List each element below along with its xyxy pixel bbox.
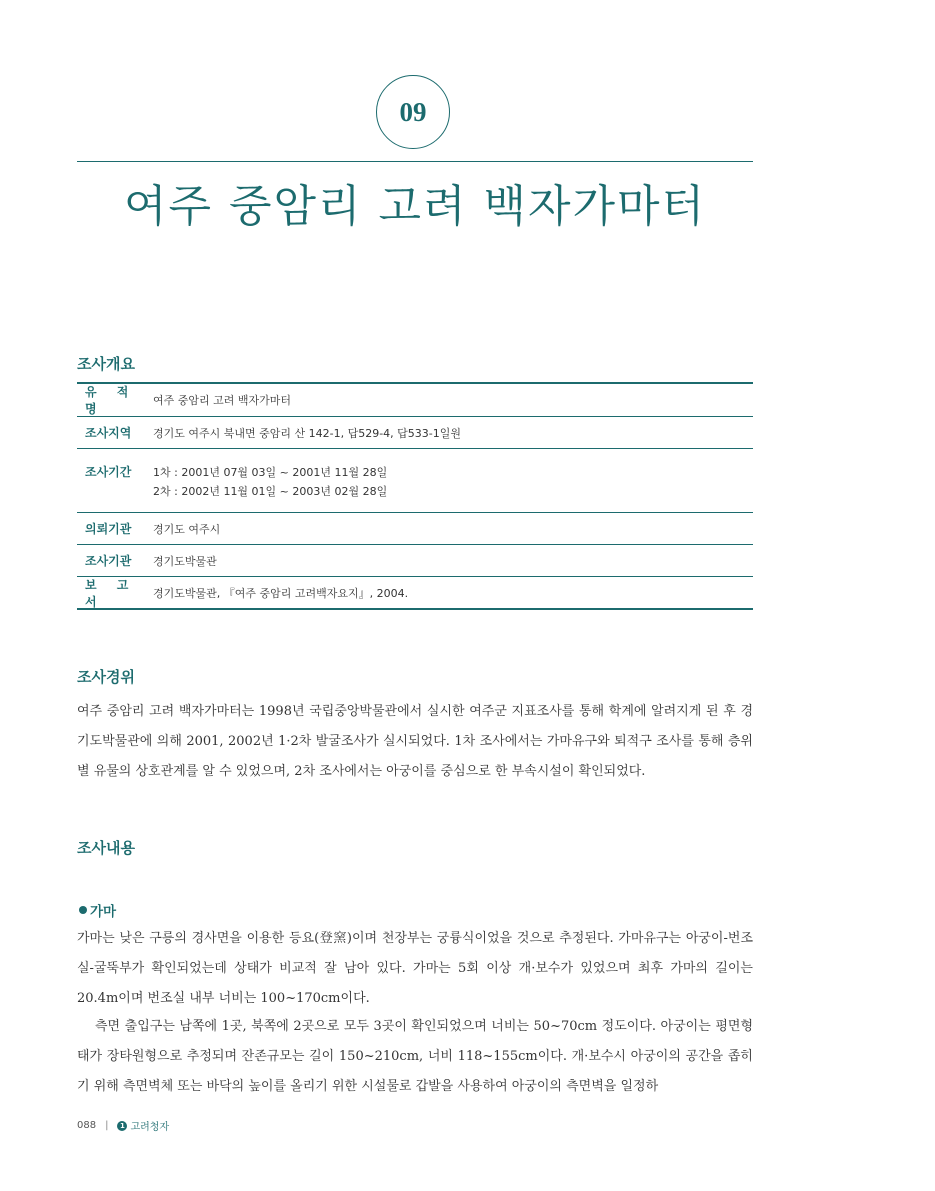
page-title: 여주 중암리 고려 백자가마터: [123, 181, 706, 232]
period-second: 2차 : 2002년 11월 01일 ~ 2003년 02월 28일: [153, 485, 388, 498]
table-row: [77, 577, 753, 608]
background-paragraph: 여주 중암리 고려 백자가마터는 1998년 국립중앙박물관에서 실시한 여주군 지표조사를 통해 학계에 알려지게 된 후 경기도박물관에 의해 2001, 2002년 1·2차 발굴조사가 실시되었다. 1차 조사에서는 가마유구와 퇴적구 조사를 통해 층위별 유물의 상호관계를 알 수 있었으며, 2차 조사에서는 아궁이를 중심으로 한 부속시설이 확인되었다.: [77, 704, 753, 779]
bullet-icon: [79, 906, 87, 914]
row-label: 조사지역: [85, 426, 132, 440]
kiln-paragraph-2: 측면 출입구는 남쪽에 1곳, 북쪽에 2곳으로 모두 3곳이 확인되었으며 너비는 50~70cm 정도이다. 아궁이는 평면형태가 장타원형으로 추정되며 잔존규모는 길이 150~210cm, 너비 118~155cm이다. 개·보수시 아궁이의 공간을 좁히기 위해 측면벽체 또는 바닥의 높이를 올리기 위한 시설물로 갑발을 사용하여 아궁이의 측면벽을 일정하: [77, 1019, 753, 1094]
row-value: 경기도 여주시 북내면 중암리 산 142-1, 답529-4, 답533-1일원: [153, 426, 461, 440]
page-footer: [77, 1118, 169, 1133]
row-label: 유 적 명: [85, 385, 137, 416]
chapter-title: 고려청자: [130, 1122, 170, 1133]
section-number: 09: [376, 75, 450, 149]
table-row: [77, 417, 753, 449]
overview-heading: 조사개요: [77, 355, 135, 373]
kiln-subheading: [79, 900, 116, 920]
row-value: 경기도박물관: [153, 554, 217, 568]
row-value: 경기도박물관, 『여주 중암리 고려백자요지』, 2004.: [153, 586, 409, 600]
footer-separator: |: [105, 1120, 109, 1131]
table-row: [77, 545, 753, 577]
title-divider: [77, 161, 753, 162]
page-number: 088: [77, 1120, 97, 1131]
kiln-subheading-label: 가마: [90, 904, 117, 920]
overview-table: [77, 382, 753, 610]
table-row: [77, 513, 753, 545]
row-label: 조사기간: [85, 465, 132, 479]
period-first: 1차 : 2001년 07월 03일 ~ 2001년 11월 28일: [153, 466, 388, 479]
table-row: [77, 449, 753, 513]
background-heading: 조사경위: [77, 668, 135, 686]
table-row: [77, 384, 753, 417]
row-value: 경기도 여주시: [153, 522, 221, 536]
chapter-number-icon: 1: [117, 1121, 127, 1131]
row-value: 여주 중암리 고려 백자가마터: [153, 394, 292, 407]
kiln-paragraph-1: 가마는 낮은 구릉의 경사면을 이용한 등요(登窯)이며 천장부는 궁륭식이었을 것으로 추정된다. 가마유구는 아궁이-번조실-굴뚝부가 확인되었는데 상태가 비교적 잘 남아 있다. 가마는 5회 이상 개·보수가 있었으며 최후 가마의 길이는 20.4m이며 번조실 내부 너비는 100~170cm이다.: [77, 931, 753, 1006]
row-label: 조사기관: [85, 554, 132, 568]
row-value: [153, 463, 387, 501]
row-label: 의뢰기관: [85, 522, 132, 536]
content-heading: 조사내용: [77, 839, 135, 857]
row-label: 보 고 서: [85, 577, 137, 609]
